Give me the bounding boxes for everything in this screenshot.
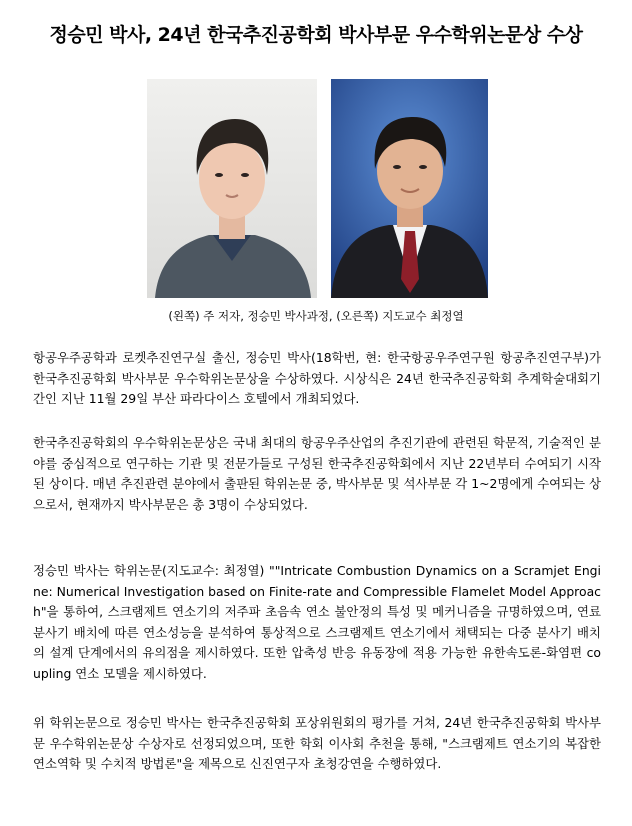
- portrait-photo-right: [331, 79, 488, 298]
- photo-caption: (왼쪽) 주 저자, 정승민 박사과정, (오른쪽) 지도교수 최정열: [168, 309, 464, 323]
- body-paragraph: 한국추진공학회의 우수학위논문상은 국내 최대의 항공우주산업의 추진기관에 관련된 학문적, 기술적인 분야를 중심적으로 연구하는 기관 및 전문가들로 구성된 한국추진공학회에서 지난 22년부터 수여되기 시작된 상이다. 매년 추진관련 분야에서 출판된 학위논문 중, 박사부문 및 석사부문 각 1~2명에게 수여되는 상으로서, 현재까지 박사부문은 총 3명이 수상되었다.: [33, 435, 601, 512]
- article-title: 정승민 박사, 24년 한국추진공학회 박사부문 우수학위논문상 수상: [49, 24, 583, 46]
- portrait-photo-left: [147, 79, 317, 298]
- body-paragraph: 정승민 박사는 학위논문(지도교수: 최정열) ""Intricate Combustion Dynamics on a Scramjet Engine: Numerical Investigation based on Finite-rate and Compressible Flamelet Model Approach"을 통하여, 스크램제트 연소기의 저주파 초음속 연소 불안정의 특성 및 메커니즘을 규명하였으며, 연료 분사기 배치에 따른 연소성능을 분석하여 통상적으로 스크램제트 연소기에서 채택되는 다중 분사기 배치의 설계 단계에서의 유의점을 제시하였다. 또한 압축성 반응 유동장에 적용 가능한 유한속도론-화염편 coupling 연소 모델을 제시하였다.: [33, 563, 601, 681]
- body-paragraph: 항공우주공학과 로켓추진연구실 출신, 정승민 박사(18학번, 현: 한국항공우주연구원 항공추진연구부)가 한국추진공학회 박사부문 우수학위논문상을 수상하였다. 시상식은 24년 한국추진공학회 추계학술대회기간인 지난 11월 29일 부산 파라다이스 호텔에서 개최되었다.: [33, 350, 601, 406]
- body-paragraph: 위 학위논문으로 정승민 박사는 한국추진공학회 포상위원회의 평가를 거쳐, 24년 한국추진공학회 박사부문 우수학위논문상 수상자로 선정되었으며, 또한 학회 이사회 추천을 통해, "스크램제트 연소기의 복잡한 연소역학 및 수치적 방법론"을 제목으로 신진연구자 초청강연을 수행하였다.: [33, 715, 601, 771]
